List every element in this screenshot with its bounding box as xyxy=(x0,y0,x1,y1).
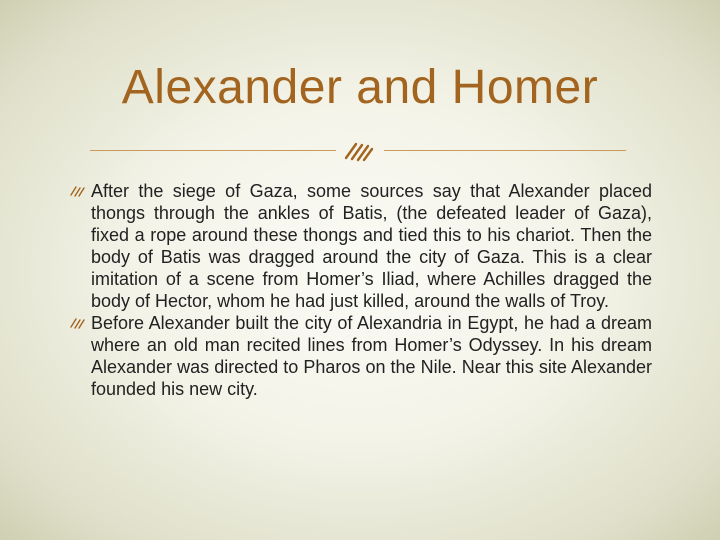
bullet-ornament-icon xyxy=(70,185,86,197)
bullet-item xyxy=(70,312,652,400)
bullet-ornament-icon xyxy=(70,317,86,329)
slide-title: Alexander and Homer xyxy=(121,61,599,114)
title-divider-right xyxy=(384,150,626,151)
bullet-list xyxy=(70,180,652,400)
bullet-text: After the siege of Gaza, some sources say that Alexander placed thongs through the ankles of Batis, (the defeated leader of Gaza), fixed a rope around these thongs and tied this to his chariot. Then the body of Batis was dragged around the city of Gaza. This is a clear imitation of a scene from Homer’s Iliad, where Achilles dragged the body of Hector, whom he had just killed, around the walls of Troy. xyxy=(91,181,652,311)
book-ornament-icon xyxy=(342,138,378,164)
bullet-text: Before Alexander built the city of Alexandria in Egypt, he had a dream where an old man recited lines from Homer’s Odyssey. In his dream Alexander was directed to Pharos on the Nile. Near this site Alexander founded his new city. xyxy=(91,313,652,399)
title-divider-left xyxy=(90,150,336,151)
bullet-item xyxy=(70,180,652,312)
